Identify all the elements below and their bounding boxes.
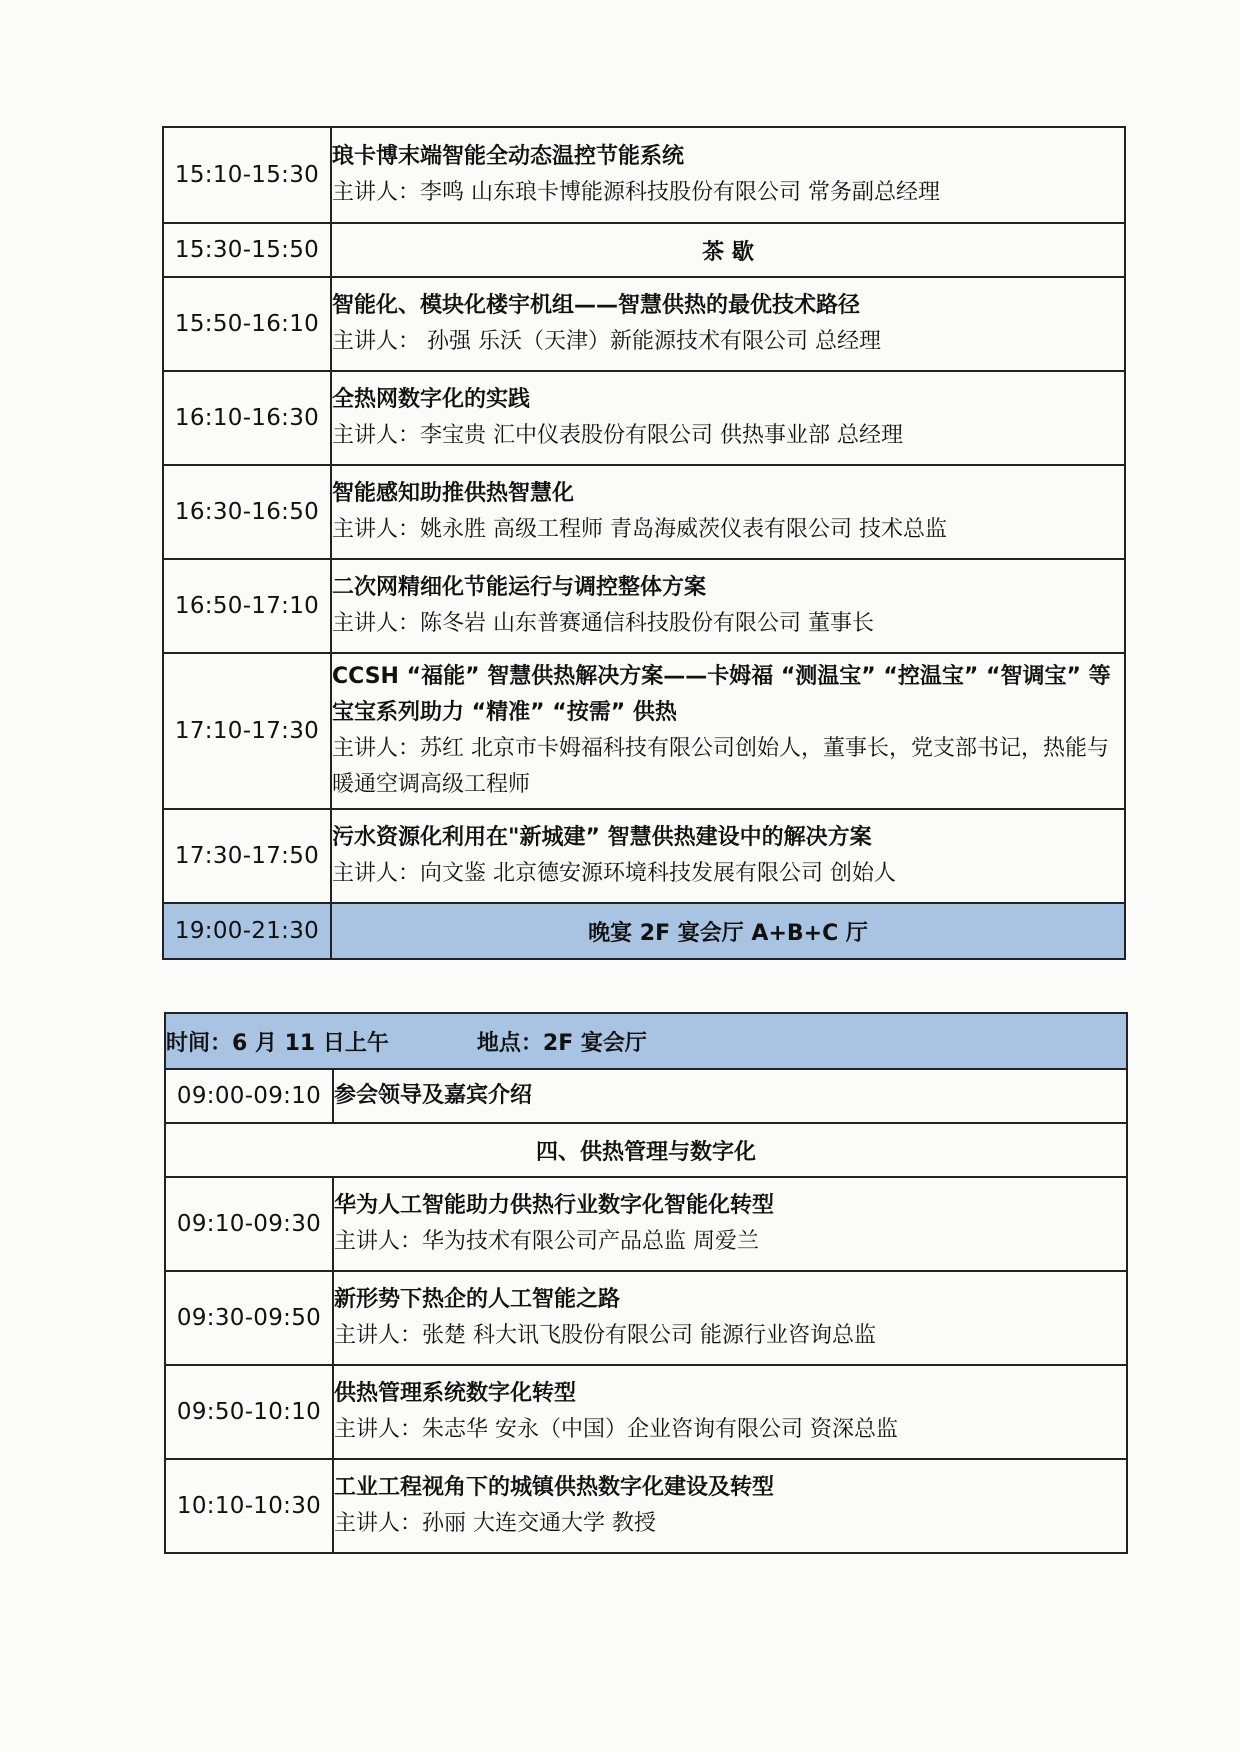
session-time: 09:50-10:10	[165, 1365, 333, 1459]
table-row	[163, 127, 1125, 223]
session-title: 新形势下热企的人工智能之路	[334, 1287, 621, 1312]
table-row	[165, 1069, 1127, 1123]
session-title: 参会领导及嘉宾介绍	[334, 1083, 533, 1108]
session-cell	[331, 559, 1125, 653]
table-row	[163, 277, 1125, 371]
session-title: 琅卡博末端智能全动态温控节能系统	[332, 144, 685, 169]
session-cell	[333, 1177, 1127, 1271]
section-row	[165, 1123, 1127, 1177]
session-speaker: 主讲人：向文鉴 北京德安源环境科技发展有限公司 创始人	[332, 861, 896, 886]
table-row	[163, 809, 1125, 903]
session-speaker: 主讲人：陈冬岩 山东普赛通信科技股份有限公司 董事长	[332, 611, 874, 636]
session-cell	[331, 371, 1125, 465]
date-label: 时间：6 月 11 日上午	[166, 1030, 389, 1056]
banquet-time: 19:00-21:30	[163, 903, 331, 959]
session-title: 供热管理系统数字化转型	[334, 1381, 577, 1406]
session-cell	[331, 127, 1125, 223]
session-title: 工业工程视角下的城镇供热数字化建设及转型	[334, 1475, 775, 1500]
session-time: 16:50-17:10	[163, 559, 331, 653]
session-cell	[333, 1271, 1127, 1365]
session-cell	[331, 653, 1125, 809]
section-title: 四、供热管理与数字化	[165, 1123, 1127, 1177]
session-title: 华为人工智能助力供热行业数字化智能化转型	[334, 1193, 775, 1218]
session-cell	[333, 1365, 1127, 1459]
session-time: 09:30-09:50	[165, 1271, 333, 1365]
date-header-row	[165, 1013, 1127, 1069]
session-time: 15:10-15:30	[163, 127, 331, 223]
session-cell	[333, 1459, 1127, 1553]
banquet-row	[163, 903, 1125, 959]
table-row	[165, 1271, 1127, 1365]
session-speaker: 主讲人：华为技术有限公司产品总监 周爱兰	[334, 1229, 759, 1254]
table-row	[163, 223, 1125, 277]
session-title: CCSH “福能” 智慧供热解决方案——卡姆福 “测温宝” “控温宝” “智调宝” 等宝宝系列助力 “精准” “按需” 供热	[332, 664, 1111, 725]
session-speaker: 主讲人：朱志华 安永（中国）企业咨询有限公司 资深总监	[334, 1417, 898, 1442]
table-row	[163, 653, 1125, 809]
date-place-header	[165, 1013, 1127, 1069]
session-time: 15:30-15:50	[163, 223, 331, 277]
session-time: 15:50-16:10	[163, 277, 331, 371]
table-row	[165, 1459, 1127, 1553]
session-speaker: 主讲人：孙丽 大连交通大学 教授	[334, 1511, 656, 1536]
session-title: 智能感知助推供热智慧化	[332, 481, 575, 506]
session-speaker: 主讲人：姚永胜 高级工程师 青岛海威茨仪表有限公司 技术总监	[332, 517, 947, 542]
banquet-label: 晚宴 2F 宴会厅 A+B+C 厅	[331, 903, 1125, 959]
session-cell	[331, 465, 1125, 559]
tea-break-label: 茶 歇	[331, 223, 1125, 277]
session-time: 09:10-09:30	[165, 1177, 333, 1271]
session-speaker: 主讲人：苏红 北京市卡姆福科技有限公司创始人，董事长，党支部书记，热能与暖通空调高级工程师	[332, 736, 1109, 797]
session-title: 全热网数字化的实践	[332, 387, 531, 412]
session-speaker: 主讲人：李鸣 山东琅卡博能源科技股份有限公司 常务副总经理	[332, 180, 940, 205]
session-time: 09:00-09:10	[165, 1069, 333, 1123]
afternoon-schedule-table	[162, 126, 1126, 960]
table-row	[163, 559, 1125, 653]
session-speaker: 主讲人：李宝贵 汇中仪表股份有限公司 供热事业部 总经理	[332, 423, 903, 448]
morning-schedule-table	[164, 1012, 1128, 1554]
session-cell	[331, 277, 1125, 371]
session-title: 智能化、模块化楼宇机组——智慧供热的最优技术路径	[332, 293, 861, 318]
session-time: 10:10-10:30	[165, 1459, 333, 1553]
table-row	[163, 371, 1125, 465]
session-speaker: 主讲人：张楚 科大讯飞股份有限公司 能源行业咨询总监	[334, 1323, 876, 1348]
session-time: 16:30-16:50	[163, 465, 331, 559]
session-time: 17:30-17:50	[163, 809, 331, 903]
session-speaker: 主讲人： 孙强 乐沃（天津）新能源技术有限公司 总经理	[332, 329, 881, 354]
table-row	[163, 465, 1125, 559]
session-title: 二次网精细化节能运行与调控整体方案	[332, 575, 707, 600]
session-title: 污水资源化利用在"新城建” 智慧供热建设中的解决方案	[332, 825, 872, 850]
table-row	[165, 1177, 1127, 1271]
session-time: 17:10-17:30	[163, 653, 331, 809]
table-row	[165, 1365, 1127, 1459]
session-cell	[333, 1069, 1127, 1123]
session-time: 16:10-16:30	[163, 371, 331, 465]
session-cell	[331, 809, 1125, 903]
place-label: 地点：2F 宴会厅	[476, 1030, 647, 1056]
